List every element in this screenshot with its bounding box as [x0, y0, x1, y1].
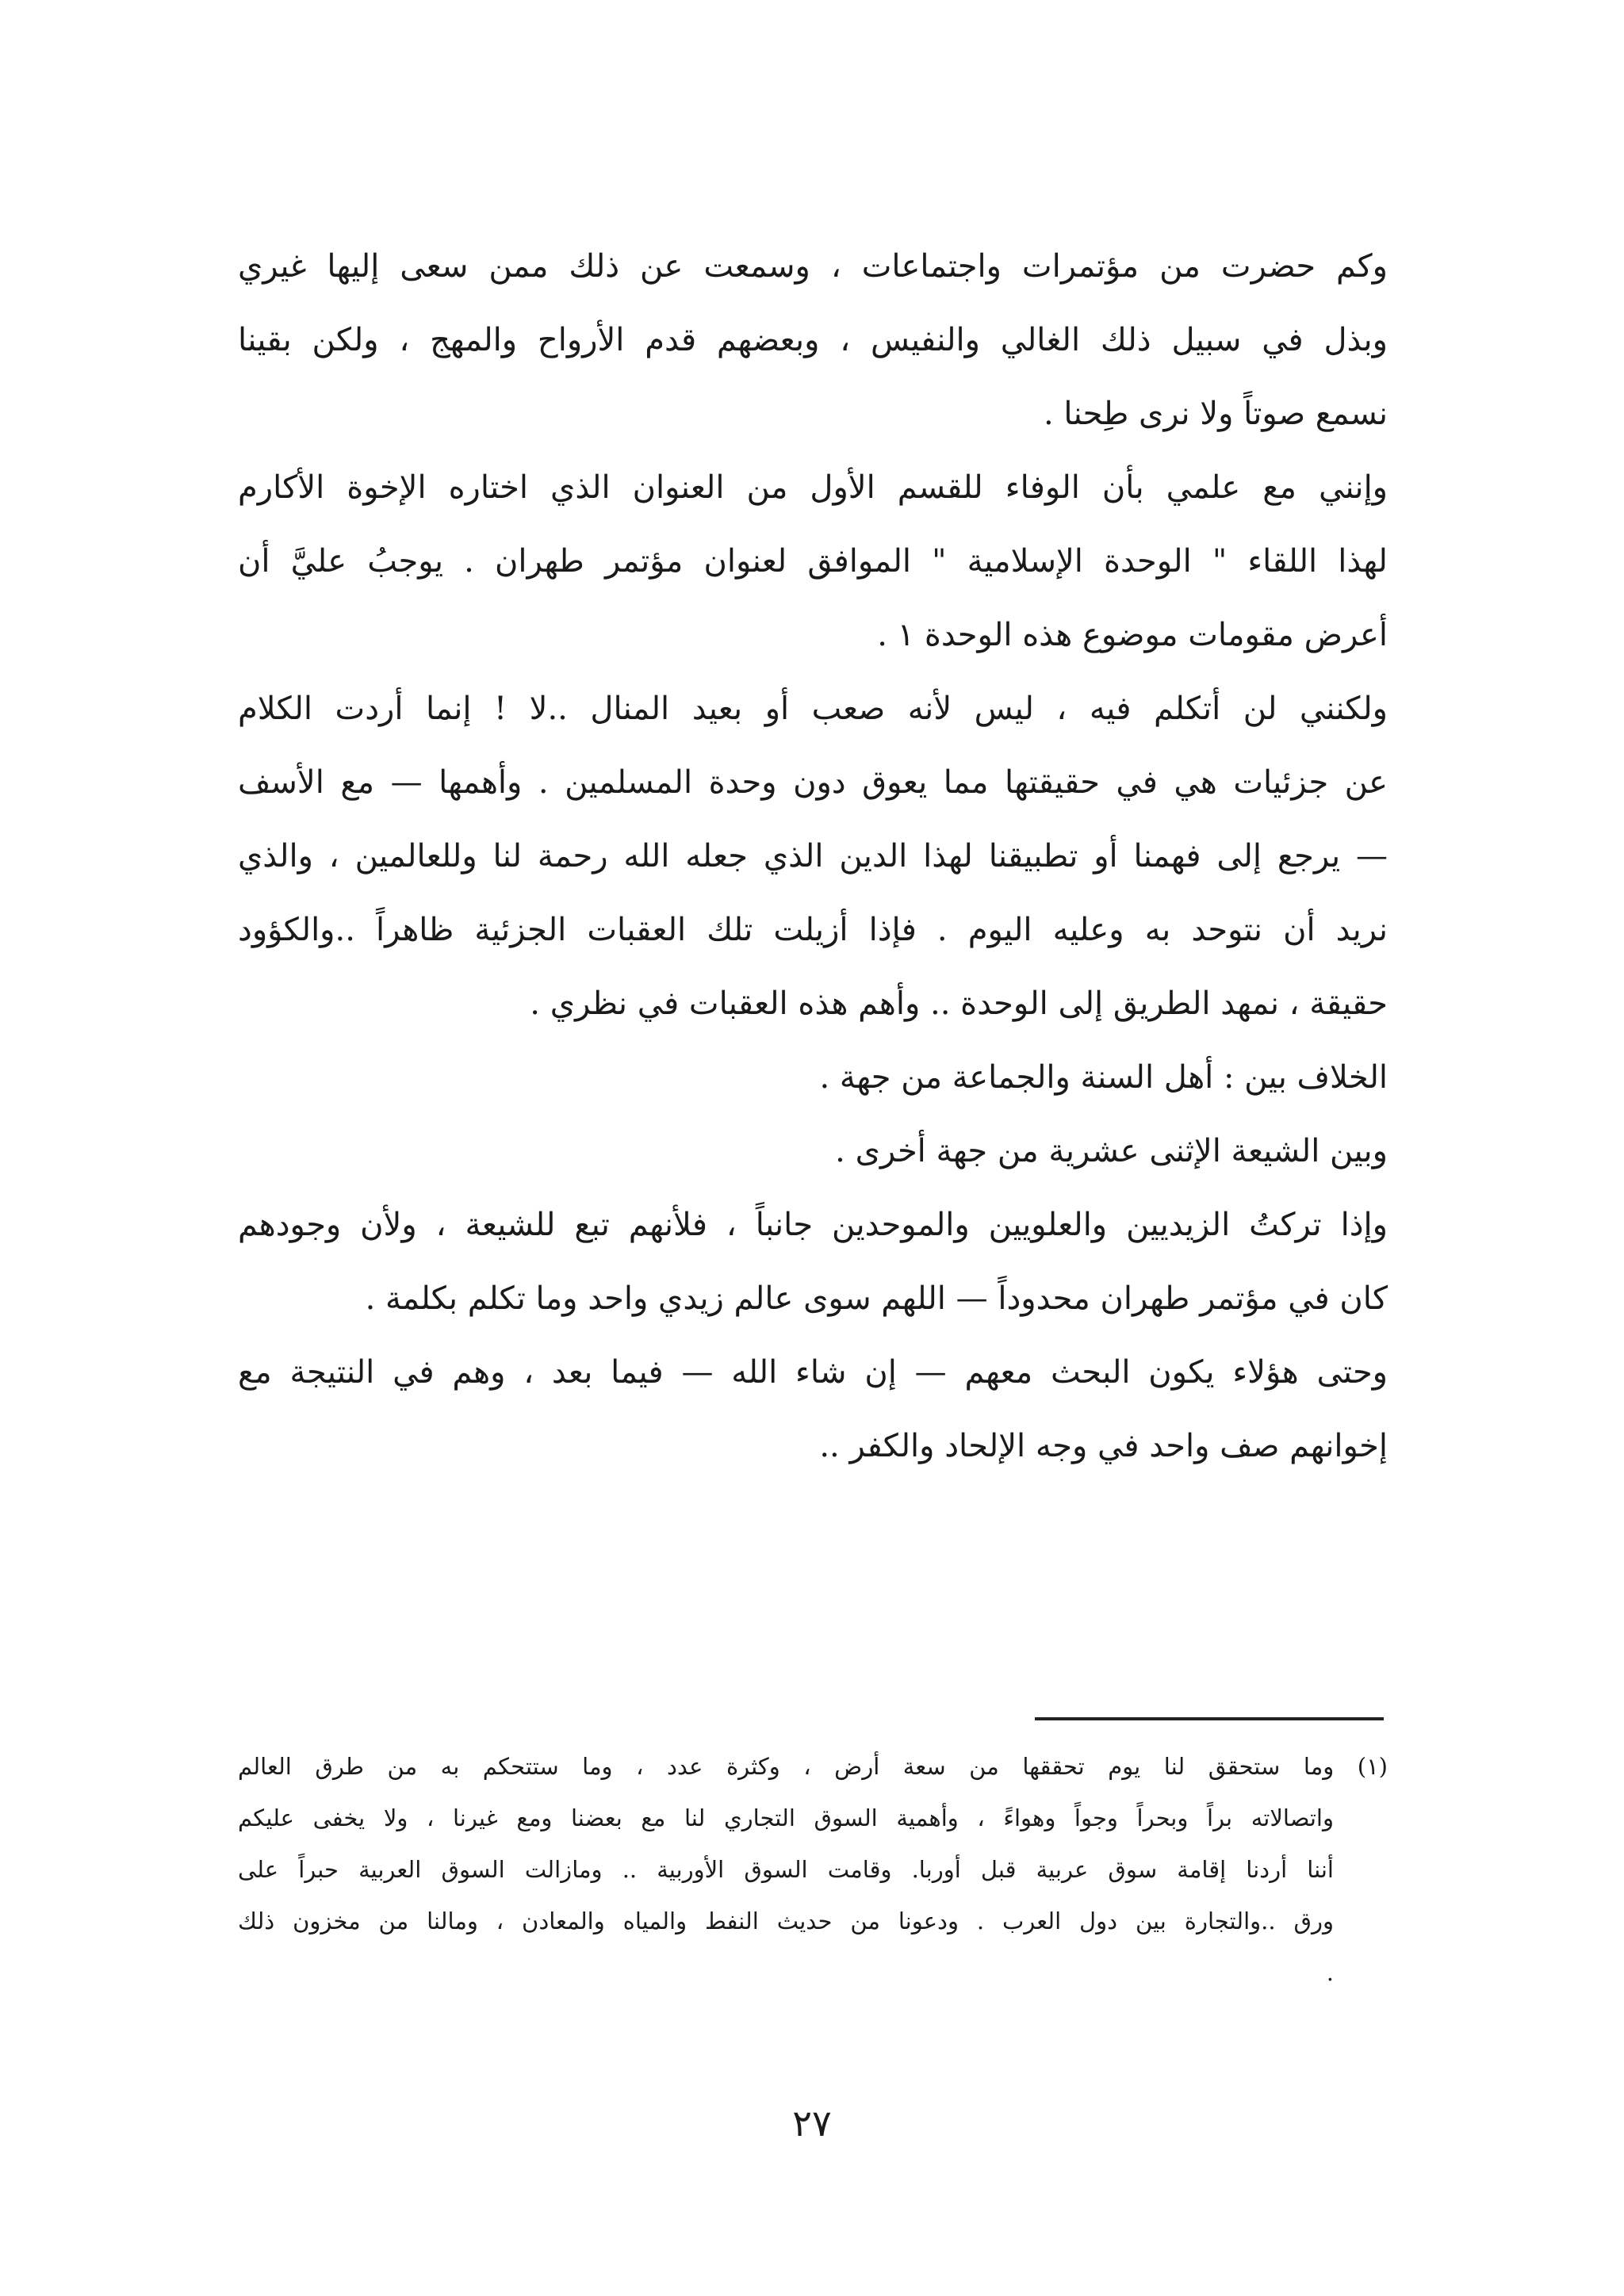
body-line: ولكنني لن أتكلم فيه ، ليس لأنه صعب أو بعيد المنال ..لا ! إنما أردت الكلام [238, 691, 1388, 727]
body-line: نسمع صوتاً ولا نرى طِحنا . [1043, 396, 1388, 432]
body-line: إخوانهم صف واحد في وجه الإلحاد والكفر .. [819, 1428, 1388, 1464]
footnote-line: واتصالاته براً وبحراً وجواً وهواءً ، وأهمية السوق التجاري لنا مع بعضنا ومع غيرنا ، ولا يخفى عليكم [238, 1804, 1334, 1831]
footnote-divider [1035, 1717, 1384, 1720]
body-line: وإذا تركتُ الزيديين والعلويين والموحدين جانباً ، فلأنهم تبع للشيعة ، ولأن وجودهم [238, 1207, 1388, 1243]
body-line: كان في مؤتمر طهران محدوداً — اللهم سوى عالم زيدي واحد وما تكلم بكلمة . [365, 1280, 1388, 1317]
body-line: وإنني مع علمي بأن الوفاء للقسم الأول من العنوان الذي اختاره الإخوة الأكارم [238, 469, 1388, 506]
body-line: وبذل في سبيل ذلك الغالي والنفيس ، وبعضهم قدم الأرواح والمهج ، ولكن بقينا [238, 322, 1388, 358]
body-text [238, 230, 1388, 1483]
body-line: وحتى هؤلاء يكون البحث معهم — إن شاء الله — فيما بعد ، وهم في النتيجة مع [238, 1354, 1388, 1391]
body-line: وبين الشيعة الإثنى عشرية من جهة أخرى . [835, 1133, 1388, 1169]
body-line: وكم حضرت من مؤتمرات واجتماعات ، وسمعت عن ذلك ممن سعى إليها غيري [238, 248, 1388, 285]
footnotes [238, 1741, 1388, 1999]
footnote-line: ورق ..والتجارة بين دول العرب . ودعونا من حديث النفط والمياه والمعادن ، ومالنا من مخزون ذلك [238, 1908, 1334, 1934]
body-line: لهذا اللقاء " الوحدة الإسلامية " الموافق لعنوان مؤتمر طهران . يوجبُ عليَّ أن [238, 543, 1388, 580]
footnote-line: . [1326, 1959, 1334, 1986]
body-line: الخلاف بين : أهل السنة والجماعة من جهة . [819, 1059, 1388, 1096]
footnote-line: (١) وما ستحقق لنا يوم تحققها من سعة أرض ، وكثرة عدد ، وما ستتحكم به من طرق العالم [238, 1753, 1388, 1780]
body-line: عن جزئيات هي في حقيقتها مما يعوق دون وحدة المسلمين . وأهمها — مع الأسف [238, 764, 1388, 801]
footnote-line: أننا أردنا إقامة سوق عربية قبل أوربا. وقامت السوق الأوربية .. ومازالت السوق العربية حبراً على [238, 1856, 1334, 1883]
body-line: نريد أن نتوحد به وعليه اليوم . فإذا أزيلت تلك العقبات الجزئية ظاهراً ..والكؤود [238, 912, 1388, 948]
body-line: — يرجع إلى فهمنا أو تطبيقنا لهذا الدين الذي جعله الله رحمة لنا وللعالمين ، والذي [238, 838, 1388, 874]
body-line: حقيقة ، نمهد الطريق إلى الوحدة .. وأهم هذه العقبات في نظري . [530, 985, 1388, 1022]
page-number: ٢٧ [792, 2102, 832, 2145]
body-line: أعرض مقومات موضوع هذه الوحدة ١ . [877, 617, 1388, 653]
